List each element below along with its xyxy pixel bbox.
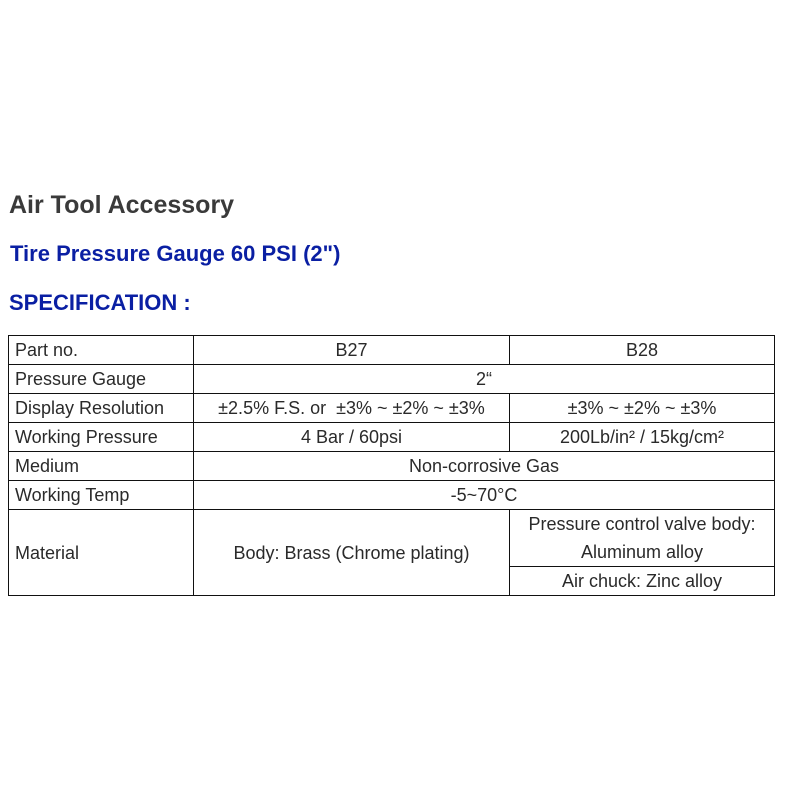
cell-b27-part-no: B27 bbox=[194, 336, 510, 365]
material-body-line-1: Pressure control valve body: bbox=[528, 514, 756, 534]
material-body-line-2: Aluminum alloy bbox=[580, 542, 704, 562]
cell-b27-display-resolution: ±2.5% F.S. or ±3% ~ ±2% ~ ±3% bbox=[194, 394, 510, 423]
page-title: Air Tool Accessory bbox=[9, 191, 235, 219]
row-label: Medium bbox=[9, 452, 194, 481]
table-row-display-resolution bbox=[9, 394, 775, 423]
cell-b28-material-body bbox=[510, 510, 775, 567]
row-label: Material bbox=[9, 510, 194, 596]
cell-b27-material: Body: Brass (Chrome plating) bbox=[194, 510, 510, 596]
table-row-working-temp bbox=[9, 481, 775, 510]
table-row-working-pressure bbox=[9, 423, 775, 452]
row-label: Pressure Gauge bbox=[9, 365, 194, 394]
table-row-pressure-gauge bbox=[9, 365, 775, 394]
cell-b28-working-pressure: 200Lb/in² / 15kg/cm² bbox=[510, 423, 775, 452]
product-title: Tire Pressure Gauge 60 PSI (2") bbox=[10, 241, 341, 266]
cell-medium: Non-corrosive Gas bbox=[194, 452, 775, 481]
row-label: Working Pressure bbox=[9, 423, 194, 452]
cell-b28-part-no: B28 bbox=[510, 336, 775, 365]
specification-table bbox=[8, 335, 775, 596]
specification-heading: SPECIFICATION : bbox=[9, 290, 191, 315]
table-row-material bbox=[9, 510, 775, 567]
cell-working-temp: -5~70°C bbox=[194, 481, 775, 510]
row-label: Part no. bbox=[9, 336, 194, 365]
cell-b27-working-pressure: 4 Bar / 60psi bbox=[194, 423, 510, 452]
cell-b28-display-resolution: ±3% ~ ±2% ~ ±3% bbox=[510, 394, 775, 423]
table-row-medium bbox=[9, 452, 775, 481]
cell-b28-material-chuck: Air chuck: Zinc alloy bbox=[510, 567, 775, 596]
cell-pressure-gauge: 2“ bbox=[194, 365, 775, 394]
table-row-part-no bbox=[9, 336, 775, 365]
row-label: Display Resolution bbox=[9, 394, 194, 423]
row-label: Working Temp bbox=[9, 481, 194, 510]
